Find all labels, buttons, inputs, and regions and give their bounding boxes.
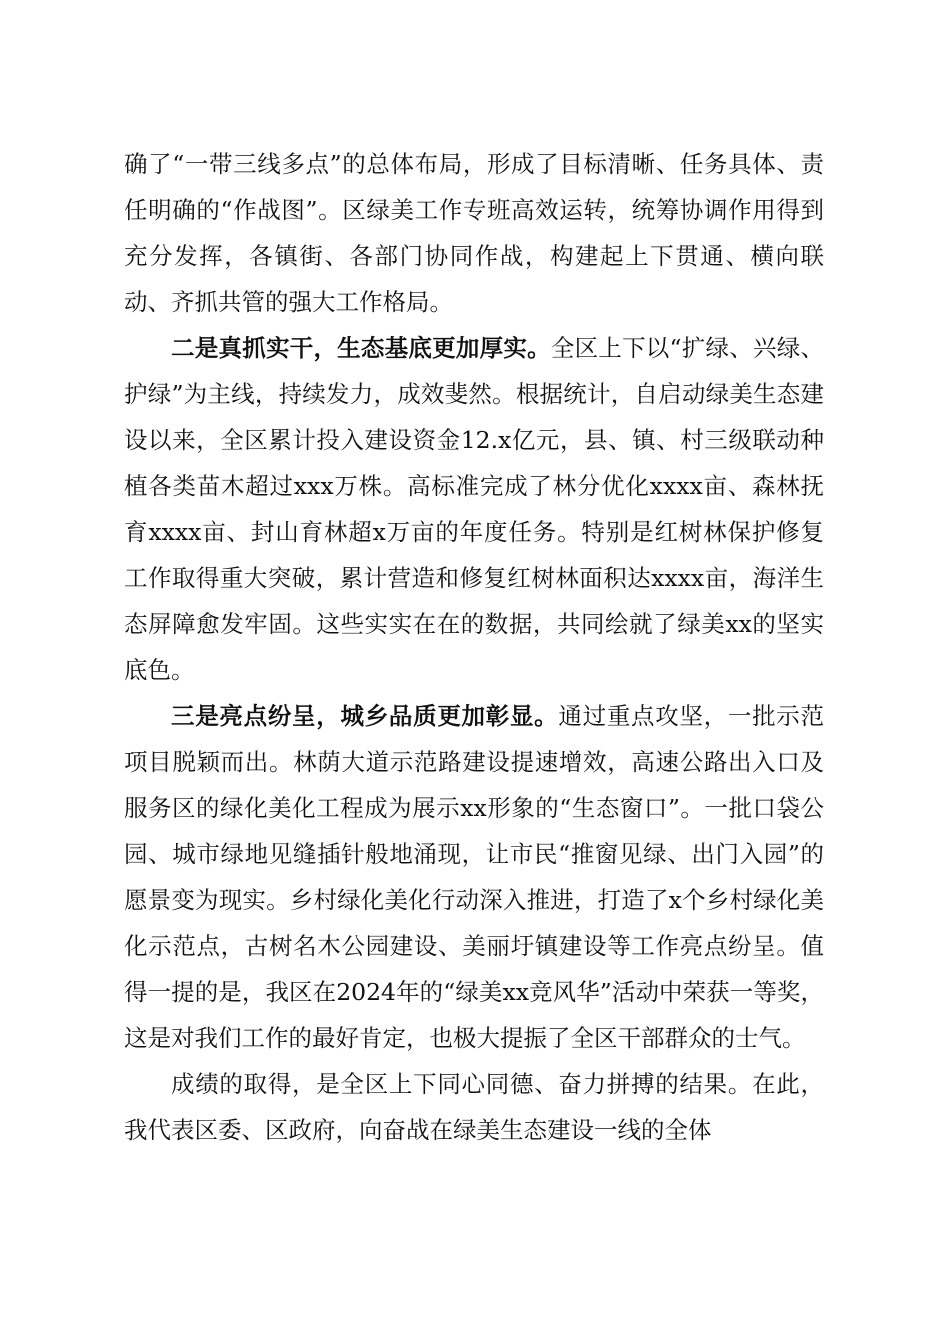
paragraph-achievements xyxy=(124,1061,824,1153)
document-body xyxy=(124,141,824,1153)
paragraph-text: 全区上下以“扩绿、兴绿、护绿”为主线，持续发力，成效斐然。根据统计，自启动绿美生态建设以来，全区累计投入建设资金12.x亿元，县、镇、村三级联动种植各类苗木超过xxx万株。高标准完成了林分优化xxxx亩、森林抚育xxxx亩、封山育林超x万亩的年度任务。特别是红树林保护修复工作取得重大突破，累计营造和修复红树林面积达xxxx亩，海洋生态屏障愈发牢固。这些实实在在的数据，共同绘就了绿美xx的坚实底色。 xyxy=(124,334,824,684)
paragraph-lead-heading: 二是真抓实干，生态基底更加厚实。 xyxy=(171,334,551,362)
paragraph-layout-continuation xyxy=(124,141,824,325)
paragraph-highlights xyxy=(124,693,824,1061)
paragraph-lead-heading: 三是亮点纷呈，城乡品质更加彰显。 xyxy=(171,702,559,730)
paragraph-text: 确了“一带三线多点”的总体布局，形成了目标清晰、任务具体、责任明确的“作战图”。区绿美工作专班高效运转，统筹协调作用得到充分发挥，各镇街、各部门协同作战，构建起上下贯通、横向联动、齐抓共管的强大工作格局。 xyxy=(124,150,824,316)
paragraph-text: 成绩的取得，是全区上下同心同德、奋力拼搏的结果。在此，我代表区委、区政府，向奋战在绿美生态建设一线的全体 xyxy=(124,1070,824,1144)
paragraph-text: 通过重点攻坚，一批示范项目脱颖而出。林荫大道示范路建设提速增效，高速公路出入口及服务区的绿化美化工程成为展示xx形象的“生态窗口”。一批口袋公园、城市绿地见缝插针般地涌现，让市民“推窗见绿、出门入园”的愿景变为现实。乡村绿化美化行动深入推进，打造了x个乡村绿化美化示范点，古树名木公园建设、美丽圩镇建设等工作亮点纷呈。值得一提的是，我区在2024年的“绿美xx竞风华”活动中荣获一等奖，这是对我们工作的最好肯定，也极大提振了全区干部群众的士气。 xyxy=(124,702,825,1052)
paragraph-ecological-base xyxy=(124,325,824,693)
